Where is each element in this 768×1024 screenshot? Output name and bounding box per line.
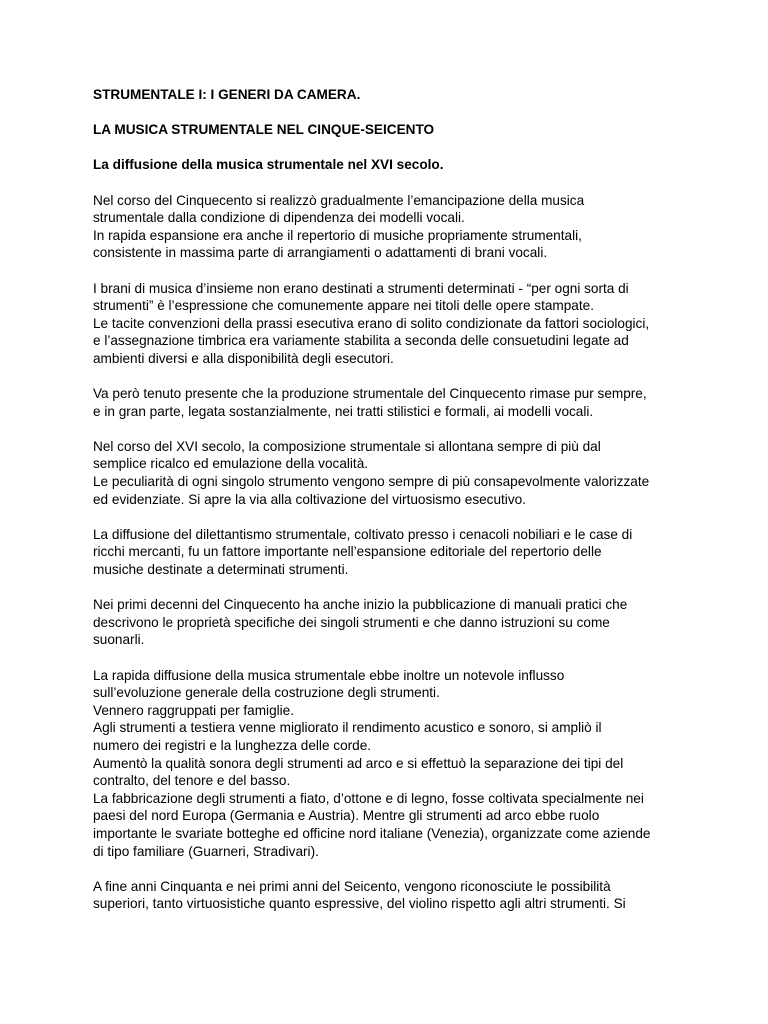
paragraph <box>93 596 683 649</box>
text-line: musiche destinate a determinati strumenti. <box>93 562 349 578</box>
subsection-heading: La diffusione della musica strumentale nel XVI secolo. <box>93 157 444 173</box>
text-line: La rapida diffusione della musica strumentale ebbe inoltre un notevole influsso <box>93 667 565 683</box>
paragraph <box>93 280 683 368</box>
paragraph <box>93 878 683 913</box>
text-line: Nei primi decenni del Cinquecento ha anche inizio la pubblicazione di manuali pratici che <box>93 597 628 613</box>
paragraph <box>93 526 683 579</box>
text-line: La diffusione del dilettantismo strumentale, coltivato presso i cenacoli nobiliari e le case di <box>93 526 633 542</box>
text-line: A fine anni Cinquanta e nei primi anni del Seicento, vengono riconosciute le possibilità <box>93 878 611 894</box>
text-line: Va però tenuto presente che la produzione strumentale del Cinquecento rimase pur sempre, <box>93 386 647 402</box>
text-line: numero dei registri e la lunghezza delle corde. <box>93 737 372 753</box>
document-title: STRUMENTALE I: I GENERI DA CAMERA. <box>93 87 361 102</box>
text-line: contralto, del tenore e del basso. <box>93 773 291 789</box>
text-line: paesi del nord Europa (Germania e Austria). Mentre gli strumenti ad arco ebbe ruolo <box>93 808 600 824</box>
text-line: ricchi mercanti, fu un fattore importante nell’espansione editoriale del repertorio delle <box>93 544 602 560</box>
text-line: Agli strumenti a testiera venne migliorato il rendimento acustico e sonoro, si ampliò il <box>93 720 602 736</box>
text-line: sull’evoluzione generale della costruzione degli strumenti. <box>93 685 440 701</box>
text-line: La fabbricazione degli strumenti a fiato, d’ottone e di legno, fosse coltivata specialmente nei <box>93 790 644 806</box>
text-line: Vennero raggruppati per famiglie. <box>93 702 295 718</box>
text-line: semplice ricalco ed emulazione della vocalità. <box>93 456 369 472</box>
text-line: ambienti diversi e alla disponibilità degli esecutori. <box>93 350 394 366</box>
document-page <box>93 86 683 913</box>
text-line: ed evidenziate. Si apre la via alla coltivazione del virtuosismo esecutivo. <box>93 491 526 507</box>
paragraph <box>93 192 683 262</box>
text-line: Nel corso del XVI secolo, la composizione strumentale si allontana sempre di più dal <box>93 438 601 454</box>
text-line: Aumentò la qualità sonora degli strumenti ad arco e si effettuò la separazione dei tipi del <box>93 755 624 771</box>
text-line: I brani di musica d’insieme non erano destinati a strumenti determinati - “per ogni sorta di <box>93 280 629 296</box>
body-text <box>93 192 683 913</box>
paragraph <box>93 385 683 420</box>
text-line: consistente in massima parte di arrangiamenti o adattamenti di brani vocali. <box>93 245 548 261</box>
text-line: strumenti” è l’espressione che comunemente appare nei titoli delle opere stampate. <box>93 298 594 314</box>
text-line: e in gran parte, legata sostanzialmente, nei tratti stilistici e formali, ai modelli vocali. <box>93 403 594 419</box>
paragraph <box>93 438 683 508</box>
text-line: di tipo familiare (Guarneri, Stradivari). <box>93 843 319 859</box>
text-line: strumentale dalla condizione di dipendenza dei modelli vocali. <box>93 210 465 226</box>
paragraph <box>93 667 683 861</box>
text-line: e l’assegnazione timbrica era variamente stabilita a seconda delle consuetudini legate ad <box>93 333 629 349</box>
text-line: descrivono le proprietà specifiche dei singoli strumenti e che danno istruzioni su come <box>93 614 610 630</box>
text-line: superiori, tanto virtuosistiche quanto espressive, del violino rispetto agli altri strumenti. Si <box>93 896 626 912</box>
text-line: In rapida espansione era anche il repertorio di musiche propriamente strumentali, <box>93 227 582 243</box>
text-line: Nel corso del Cinquecento si realizzò gradualmente l’emancipazione della musica <box>93 192 585 208</box>
text-line: importante le svariate botteghe ed officine nord italiane (Venezia), organizzate come aziende <box>93 825 651 841</box>
text-line: Le tacite convenzioni della prassi esecutiva erano di solito condizionate da fattori sociologici, <box>93 315 650 331</box>
section-heading: LA MUSICA STRUMENTALE NEL CINQUE-SEICENTO <box>93 122 435 138</box>
text-line: suonarli. <box>93 632 145 648</box>
text-line: Le peculiarità di ogni singolo strumento vengono sempre di più consapevolmente valorizzate <box>93 474 650 490</box>
